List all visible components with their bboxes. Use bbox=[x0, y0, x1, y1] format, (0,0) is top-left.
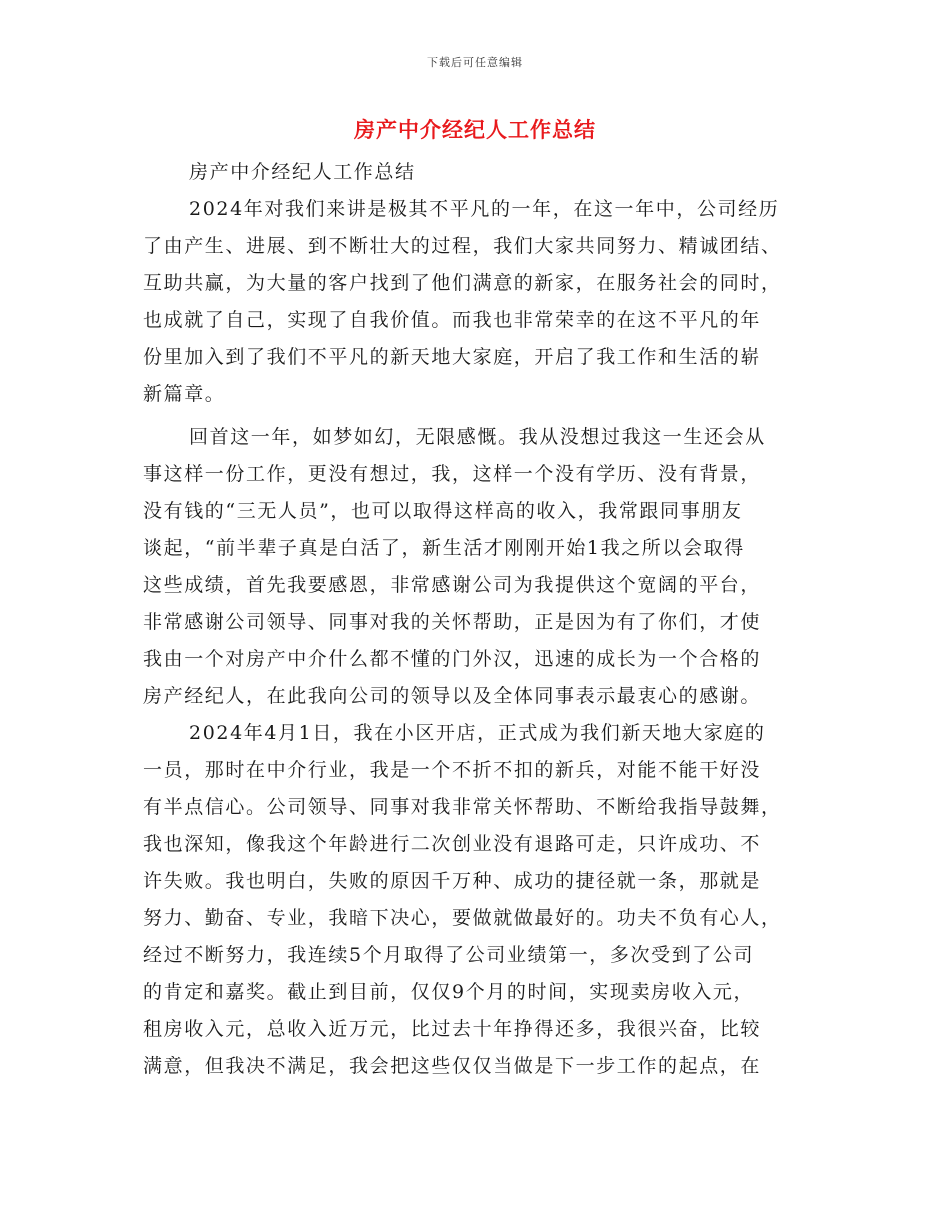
text-line: 的肯定和嘉奖。截止到目前，仅仅9个月的时间，实现卖房收入元， bbox=[143, 981, 755, 1003]
text-line: 谈起，“前半辈子真是白活了，新生活才刚刚开始1我之所以会取得 bbox=[143, 537, 745, 559]
text-line: 也成就了自己，实现了自我价值。而我也非常荣幸的在这不平凡的年 bbox=[143, 309, 762, 331]
text-line: 互助共赢，为大量的客户找到了他们满意的新家，在服务社会的同时， bbox=[143, 272, 782, 294]
text-line: 2024年4月1日，我在小区开店，正式成为我们新天地大家庭的 bbox=[189, 722, 766, 744]
text-line: 非常感谢公司领导、同事对我的关怀帮助，正是因为有了你们，才使 bbox=[143, 611, 762, 633]
text-line: 2024年对我们来讲是极其不平凡的一年，在这一年中，公司经历 bbox=[189, 198, 780, 220]
text-line: 租房收入元，总收入近万元，比过去十年挣得还多，我很兴奋，比较 bbox=[143, 1018, 762, 1040]
text-line: 没有钱的“三无人员”，也可以取得这样高的收入，我常跟同事朋友 bbox=[143, 500, 743, 522]
document-title: 房产中介经纪人工作总结 bbox=[354, 117, 596, 142]
text-line: 满意，但我决不满足，我会把这些仅仅当做是下一步工作的起点，在 bbox=[143, 1055, 762, 1077]
text-line: 许失败。我也明白，失败的原因千万种、成功的捷径就一条，那就是 bbox=[143, 870, 762, 892]
text-line: 新篇章。 bbox=[143, 383, 226, 405]
text-line: 我由一个对房产中介什么都不懂的门外汉，迅速的成长为一个合格的 bbox=[143, 648, 762, 670]
text-line: 一员，那时在中介行业，我是一个不折不扣的新兵，对能不能干好没 bbox=[143, 759, 762, 781]
text-line: 事这样一份工作，更没有想过，我，这样一个没有学历、没有背景， bbox=[143, 463, 762, 485]
text-line: 我也深知，像我这个年龄进行二次创业没有退路可走，只许成功、不 bbox=[143, 833, 762, 855]
text-line: 份里加入到了我们不平凡的新天地大家庭，开启了我工作和生活的崭 bbox=[143, 346, 762, 368]
text-line: 经过不断努力，我连续5个月取得了公司业绩第一，多次受到了公司 bbox=[143, 944, 755, 966]
text-line: 房产经纪人，在此我向公司的领导以及全体同事表示最衷心的感谢。 bbox=[143, 685, 762, 707]
document-body bbox=[143, 154, 806, 1085]
text-line: 了由产生、进展、到不断壮大的过程，我们大家共同努力、精诚团结、 bbox=[143, 235, 782, 257]
header-note: 下载后可任意编辑 bbox=[427, 56, 523, 69]
text-line: 有半点信心。公司领导、同事对我非常关怀帮助、不断给我指导鼓舞， bbox=[143, 796, 782, 818]
text-line: 这些成绩，首先我要感恩，非常感谢公司为我提供这个宽阔的平台， bbox=[143, 574, 762, 596]
subtitle-line: 房产中介经纪人工作总结 bbox=[189, 161, 416, 183]
text-line: 努力、勤奋、专业，我暗下决心，要做就做最好的。功夫不负有心人， bbox=[143, 907, 782, 929]
text-line: 回首这一年，如梦如幻，无限感慨。我从没想过我这一生还会从 bbox=[189, 426, 766, 448]
